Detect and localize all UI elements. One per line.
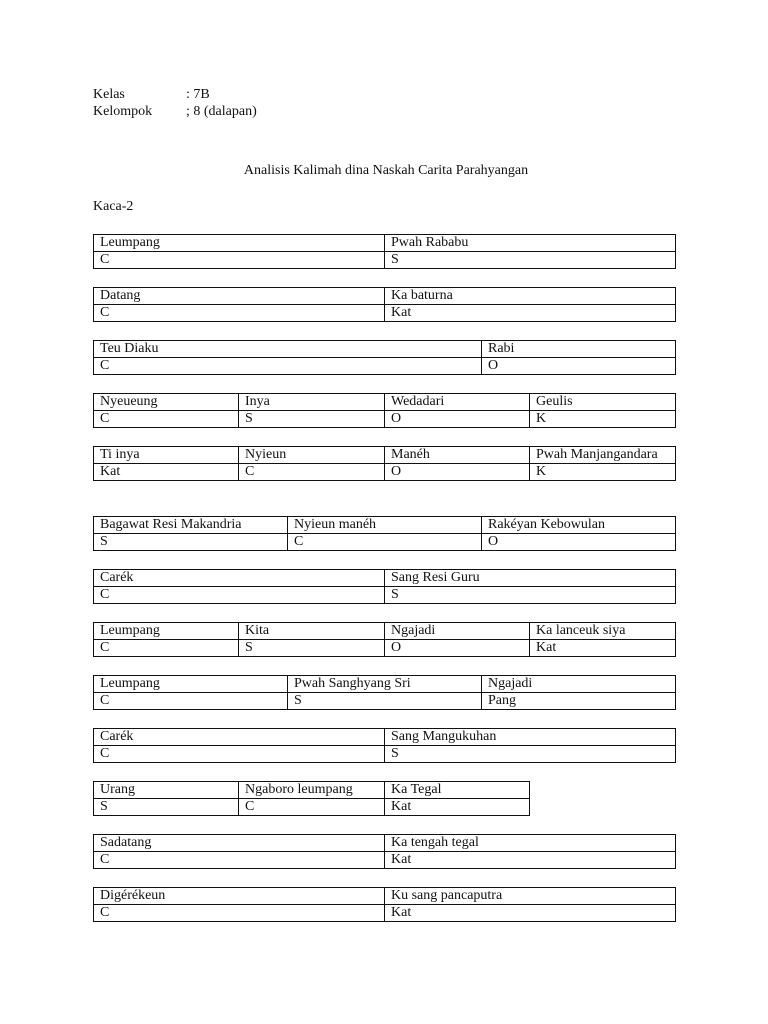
table-cell: Kat — [385, 852, 676, 869]
table-row — [94, 517, 676, 534]
table-cell: Leumpang — [94, 235, 385, 252]
table-cell: Ka lanceuk siya — [530, 623, 676, 640]
table-cell: Bagawat Resi Makandria — [94, 517, 288, 534]
table-cell: Digérékeun — [94, 888, 385, 905]
analysis-table-13 — [93, 887, 676, 922]
analysis-table-12 — [93, 834, 676, 869]
table-row — [94, 394, 676, 411]
page-label: Kaca-2 — [93, 199, 134, 214]
table-cell: Nyieun manéh — [288, 517, 482, 534]
table-cell: C — [239, 464, 385, 481]
table-row — [94, 534, 676, 551]
table-cell: O — [385, 464, 530, 481]
table-row — [94, 570, 676, 587]
document-header — [93, 86, 257, 120]
analysis-table-2 — [93, 287, 676, 322]
table-cell: O — [385, 411, 530, 428]
table-cell: K — [530, 411, 676, 428]
table-row — [94, 358, 676, 375]
table-cell: Teu Diaku — [94, 341, 482, 358]
table-row — [94, 729, 676, 746]
table-cell: Kat — [94, 464, 239, 481]
table-row — [94, 693, 676, 710]
kelompok-value: ; 8 (dalapan) — [186, 104, 257, 119]
table-cell: C — [94, 746, 385, 763]
table-cell: Pwah Manjangandara — [530, 447, 676, 464]
table-row — [94, 623, 676, 640]
table-cell: O — [482, 358, 676, 375]
table-cell: Geulis — [530, 394, 676, 411]
table-row — [94, 252, 676, 269]
table-cell: Ka tengah tegal — [385, 835, 676, 852]
table-cell: S — [288, 693, 482, 710]
analysis-table-1 — [93, 234, 676, 269]
table-cell: Inya — [239, 394, 385, 411]
table-row — [94, 447, 676, 464]
table-cell: S — [94, 799, 239, 816]
table-cell: Sadatang — [94, 835, 385, 852]
table-row — [94, 852, 676, 869]
table-cell: C — [94, 587, 385, 604]
table-row — [94, 411, 676, 428]
table-cell: C — [288, 534, 482, 551]
kelas-label: Kelas — [93, 87, 125, 102]
table-cell: Ngajadi — [385, 623, 530, 640]
table-cell: C — [94, 693, 288, 710]
table-row — [94, 905, 676, 922]
analysis-table-6 — [93, 516, 676, 551]
table-cell: S — [239, 640, 385, 657]
table-row — [94, 235, 676, 252]
table-row — [94, 587, 676, 604]
table-cell: K — [530, 464, 676, 481]
table-cell: C — [94, 905, 385, 922]
table-cell: Ngaboro leumpang — [239, 782, 385, 799]
table-cell: C — [239, 799, 385, 816]
table-row — [94, 888, 676, 905]
analysis-table-8 — [93, 622, 676, 657]
table-cell: Carék — [94, 570, 385, 587]
table-cell: C — [94, 358, 482, 375]
kelas-row — [93, 86, 257, 103]
analysis-table-5 — [93, 446, 676, 481]
table-cell: Kita — [239, 623, 385, 640]
table-cell: Wedadari — [385, 394, 530, 411]
table-cell: Ka baturna — [385, 288, 676, 305]
table-cell: S — [385, 746, 676, 763]
table-cell: Leumpang — [94, 676, 288, 693]
table-cell: C — [94, 305, 385, 322]
analysis-table-7 — [93, 569, 676, 604]
document-title: Analisis Kalimah dina Naskah Carita Parahyangan — [243, 163, 529, 178]
table-cell: S — [385, 587, 676, 604]
table-row — [94, 746, 676, 763]
kelas-value: : 7B — [186, 87, 210, 102]
table-cell: O — [385, 640, 530, 657]
analysis-table-11 — [93, 781, 530, 816]
table-cell: Carék — [94, 729, 385, 746]
table-cell: Pang — [482, 693, 676, 710]
table-cell: Pwah Sanghyang Sri — [288, 676, 482, 693]
table-cell: Rakéyan Kebowulan — [482, 517, 676, 534]
table-row — [94, 799, 530, 816]
table-cell: Nyeueung — [94, 394, 239, 411]
table-cell: Ku sang pancaputra — [385, 888, 676, 905]
table-cell: Sang Resi Guru — [385, 570, 676, 587]
table-row — [94, 640, 676, 657]
kelompok-label: Kelompok — [93, 104, 153, 119]
table-row — [94, 676, 676, 693]
table-cell: Nyieun — [239, 447, 385, 464]
table-cell: Rabi — [482, 341, 676, 358]
table-row — [94, 464, 676, 481]
table-cell: C — [94, 252, 385, 269]
table-cell: Pwah Rababu — [385, 235, 676, 252]
table-cell: S — [385, 252, 676, 269]
analysis-table-3 — [93, 340, 676, 375]
analysis-table-9 — [93, 675, 676, 710]
table-cell: Leumpang — [94, 623, 239, 640]
table-cell: Urang — [94, 782, 239, 799]
table-cell: S — [94, 534, 288, 551]
table-row — [94, 305, 676, 322]
table-cell: Kat — [530, 640, 676, 657]
table-cell: Sang Mangukuhan — [385, 729, 676, 746]
table-cell: Ti inya — [94, 447, 239, 464]
analysis-table-10 — [93, 728, 676, 763]
table-row — [94, 782, 530, 799]
kelompok-row — [93, 103, 257, 120]
table-cell: Kat — [385, 905, 676, 922]
table-cell: C — [94, 852, 385, 869]
table-cell: Ka Tegal — [385, 782, 530, 799]
table-row — [94, 341, 676, 358]
table-cell: Ngajadi — [482, 676, 676, 693]
table-cell: C — [94, 411, 239, 428]
table-cell: S — [239, 411, 385, 428]
table-cell: O — [482, 534, 676, 551]
table-row — [94, 835, 676, 852]
table-cell: Kat — [385, 799, 530, 816]
table-cell: C — [94, 640, 239, 657]
table-cell: Kat — [385, 305, 676, 322]
analysis-table-4 — [93, 393, 676, 428]
table-cell: Manéh — [385, 447, 530, 464]
table-cell: Datang — [94, 288, 385, 305]
table-row — [94, 288, 676, 305]
